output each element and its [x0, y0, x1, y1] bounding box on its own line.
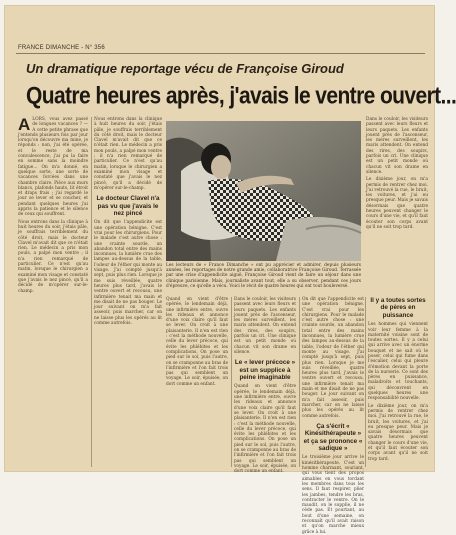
- subhead-second: Le « lever précoce » est un supplice à peine imaginable: [234, 359, 296, 382]
- right-column-bottom: [368, 297, 428, 467]
- column-rule: [365, 297, 366, 467]
- right-b-text: Le dixième jour, on m'a permis de rentrer chez moi. J'ai retrouvé la rue, le bruit, les voitures, et j'ai eu presque peur. Mais je savais désormais que quatre heures peuvent changer le cours d'une vie, et qu'il faut écouter son corps avant qu'il ne soit trop tard.: [368, 403, 428, 462]
- headline: Quatre heures après, j'avais le ventre ouvert...: [26, 83, 456, 110]
- column-rule: [91, 117, 92, 467]
- middle-column-b: [234, 297, 296, 475]
- right-column-top: [366, 117, 428, 297]
- left-column-a: [18, 117, 88, 467]
- photo-caption: Les lecteurs de « France Dimanche » ont pu apprécier et admirer, depuis plusieurs années, les reportages de notre grande amie, collaboratrice Françoise Giroud. Terrassée par une crise d'appendicite aiguë, Françoise Giroud vient de faire un séjour dans une clinique parisienne. Mais, journaliste avant tout, elle a su observer, pendant ces jours d'épreuve, ce qu'elle a vécu. Voici le récit de quatre heures qui ont tout bouleversé.: [166, 263, 361, 289]
- right-top-text-2: Le dixième jour, on m'a permis de rentrer chez moi. J'ai retrouvé la rue, le bruit, les voitures, et j'ai eu presque peur. Mais je savais désormais que quatre heures peuvent changer le cours d'une vie, et qu'il faut écouter son corps avant qu'il ne soit trop tard.: [366, 177, 428, 230]
- photo-illustration: [166, 121, 361, 261]
- subhead-first: Le docteur Clavel n'a pas vu que j'avais le nez pincé: [96, 195, 160, 217]
- masthead: FRANCE DIMANCHE - N° 356: [18, 45, 105, 51]
- top-rule: [16, 53, 425, 54]
- column-rule: [231, 297, 232, 467]
- middle-b-intro: Dans le couloir, les visiteurs passent avec leurs fleurs et leurs paquets. Les enfants jouent près de l'ascenseur, les mères surveillent, les maris attendent. On entend des rires, des soupirs, parfois un cri. Une clinique est un petit monde où chacun vit son drame en silence.: [234, 297, 296, 355]
- column-rule: [299, 297, 300, 467]
- middle-c-text: Le troisième jour arrive le kinésithérapeute. C'est un homme charmant, souriant, qui vous tient des propos aimables en vous tordant les membres dans tous les sens. Il faut respirer, plier les jambes, tendre les bras, contracter le ventre. On le maudit, on le supplie, il ne cède pas. Et pourtant, au bout d'une semaine, on reconnaît qu'il avait raison et qu'on marche mieux grâce à lui.: [302, 455, 364, 535]
- middle-c-intro: On dit que l'appendicite est une opération bénigne. C'est vrai pour les chirurgiens. Pour le malade c'est autre chose : une crainte sourde, un abandon total entre des mains inconnues, la lumière crue des lampes au-dessus de la table, l'odeur de l'éther qui monte au visage. J'ai compté jusqu'à sept, puis plus rien. Lorsque je me suis réveillée, quatre heures plus tard, j'avais le ventre ouvert et recousu, une infirmière tenait ma main et me disait de ne pas bouger. Le jour suivant on m'a fait asseoir, puis marcher, car on ne laisse plus les opérés au lit comme autrefois.: [302, 297, 364, 419]
- left-column-b: [94, 117, 162, 467]
- newspaper-clipping: [4, 5, 456, 535]
- subhead-fourth: Il y a toutes sortes de pères en puissance: [370, 297, 426, 319]
- drop-cap: A: [18, 115, 31, 134]
- middle-b-text: Quand on vient d'être opérée, le lendemain déjà, une infirmière entre, ouvre les rideaux et annonce d'une voix claire qu'il faut se lever. On croit à une plaisanterie. Il n'en est rien : c'est la méthode nouvelle, celle du lever précoce, qui évite les phlébites et les complications. On pose un pied sur le sol, puis l'autre, on se cramponne au bras de l'infirmière et l'on fait trois pas qui semblent un voyage. Le soir, épuisée, on dort comme un enfant.: [234, 384, 296, 475]
- middle-a-text: Quand on vient d'être opérée, le lendemain déjà, une infirmière entre, ouvre les rideaux et annonce d'une voix claire qu'il faut se lever. On croit à une plaisanterie. Il n'en est rien : c'est la méthode nouvelle, celle du lever précoce, qui évite les phlébites et les complications. On pose un pied sur le sol, puis l'autre, on se cramponne au bras de l'infirmière et l'on fait trois pas qui semblent un voyage. Le soir, épuisée, on dort comme un enfant.: [166, 297, 228, 387]
- kicker: Un dramatique reportage vécu de Françoise Giroud: [26, 61, 344, 76]
- lead-paragraph: [18, 117, 88, 218]
- lead-text: LORS, vous avez passé de longues vacances ? — A cette petite phrase que j'entends plusieurs fois par jour lorsqu'on découvre ma mine, je réponds : non, j'ai été opérée, et le reste de ma convalescence, j'ai pu la faire en somme sans la moindre fatigue... On m'a donné, en quelque sorte, une sorte de vacances forcées dans une chambre claire. Pièce aux murs blancs, plafonds hauts, lit étroit et draps frais ; j'ai regardé le jour se lever et se coucher, et pendant quelques heures j'ai appris la patience et le silence de ceux qui souffrent.: [18, 117, 88, 218]
- middle-column-c: [302, 297, 364, 535]
- subhead-third: Ça s'écrit « Kinésithérapeute » et ça se prononce « sadique »: [303, 422, 363, 453]
- right-top-text: Dans le couloir, les visiteurs passent avec leurs fleurs et leurs paquets. Les enfants jouent près de l'ascenseur, les mères surveillent, les maris attendent. On entend des rires, des soupirs, parfois un cri. Une clinique est un petit monde où chacun vit son drame en silence.: [366, 117, 428, 175]
- left-body-text: On dit que l'appendicite est une opération bénigne. C'est vrai pour les chirurgiens. Pour le malade c'est autre chose : une crainte sourde, un abandon total entre des mains inconnues, la lumière crue des lampes au-dessus de la table, l'odeur de l'éther qui monte au visage. J'ai compté jusqu'à sept, puis plus rien. Lorsque je me suis réveillée, quatre heures plus tard, j'avais le ventre ouvert et recousu, une infirmière tenait ma main et me disait de ne pas bouger. Le jour suivant on m'a fait asseoir, puis marcher, car on ne laisse plus les opérés au lit comme autrefois.: [94, 220, 162, 327]
- right-a-text: Les hommes qui viennent voir leur femme à la maternité voisine sont de toutes sortes. Il y a celui qui arrive avec un énorme bouquet et ne sait où le poser, celui qui fume dans l'escalier, celui qui pleure d'émotion devant la porte de la nurserie. Ce sont des pères en puissance, maladroits et touchants, qui découvrent en quelques heures une responsabilité nouvelle.: [368, 322, 428, 402]
- middle-column-a: [166, 297, 228, 467]
- left-intro-text: Nous entrons dans la clinique à huit heures du soir, j'étais pâle, je souffrais terriblement du côté droit, mais le docteur Clavel m'avait dit que ce n'était rien. Le médecin a pris mon pouls, a palpé mon ventre ; il n'a rien remarqué de particulier. Ce n'est qu'au matin, lorsque le chirurgien a examiné mon visage et constaté que j'avais le nez pincé, qu'il a décidé de m'opérer sur-le-champ.: [18, 219, 88, 294]
- photo-woman-in-bed: [166, 121, 361, 261]
- intro-continued: Nous entrons dans la clinique à huit heures du soir, j'étais pâle, je souffrais terriblement du côté droit, mais le docteur Clavel m'avait dit que ce n'était rien. Le médecin a pris mon pouls, a palpé mon ventre ; il n'a rien remarqué de particulier. Ce n'est qu'au matin, lorsque le chirurgien a examiné mon visage et constaté que j'avais le nez pincé, qu'il a décidé de m'opérer sur-le-champ.: [94, 117, 162, 191]
